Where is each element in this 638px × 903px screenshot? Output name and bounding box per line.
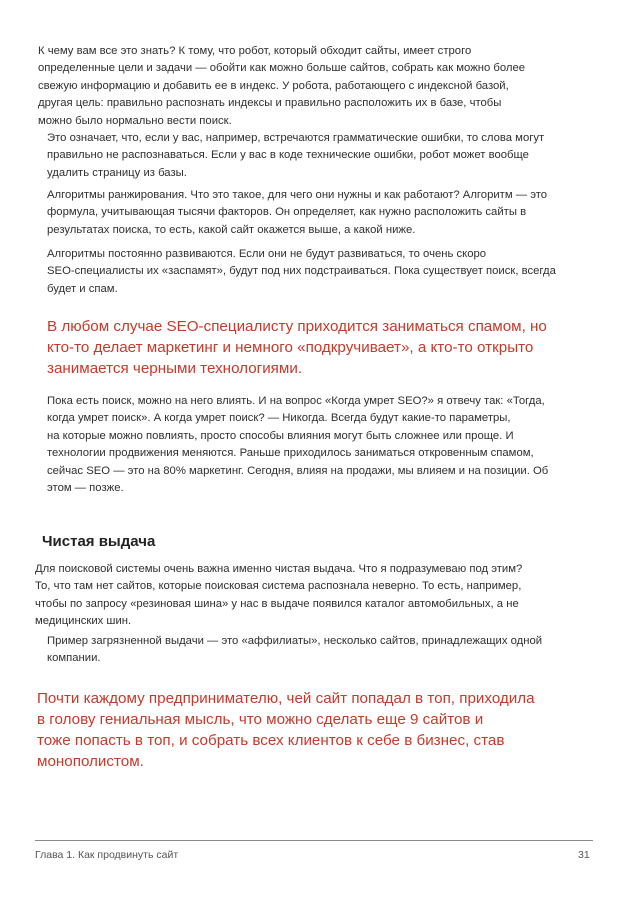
footer-divider	[35, 840, 593, 841]
section-heading: Чистая выдача	[42, 533, 156, 550]
paragraph-ranking-algorithms: Алгоритмы ранжирования. Что это такое, для чего они нужны и как работают? Алгоритм — это формула, учитывающая тысячи факторов. Он определяет, как нужно расположить сайты в результатах поиска, то есть, какой сайт окажется выше, а какой ниже.	[47, 189, 548, 236]
paragraph-algorithms-evolve: Алгоритмы постоянно развиваются. Если они не будут развиваться, то очень скоро SEO-специалисты их «заспамят», будут под них подстраиваться. Пока существует поиск, всегда будет и спам.	[47, 248, 556, 295]
paragraph-why-know: К чему вам все это знать? К тому, что робот, который обходит сайты, имеет строго определенные цели и задачи — обойти как можно больше сайтов, собрать как можно более свежую информацию и добавить ее в индекс. У робота, работающего с индексной базой, другая цель: правильно распознать индексы и правильно расположить их в базе, чтобы можно было нормально вести поиск.	[38, 45, 526, 127]
page-number: 31	[578, 849, 590, 861]
paragraph-clean-results: Для поисковой системы очень важна именно чистая выдача. Что я подразумеваю под этим? То, что там нет сайтов, которые поисковая система распознала неверно. То есть, например, чтобы по запросу «резиновая шина» у нас в выдаче появился каталог автомобильных, а не медицинских шин.	[35, 563, 523, 628]
pull-quote-monopoly: Почти каждому предпринимателю, чей сайт попадал в топ, приходила в голову гениальная мысль, что можно сделать еще 9 сайтов и тоже попасть в топ, и собрать всех клиентов к себе в бизнес, став монополистом.	[37, 690, 535, 770]
footer-chapter-title: Глава 1. Как продвинуть сайт	[35, 849, 179, 861]
paragraph-errors: Это означает, что, если у вас, например, встречаются грамматические ошибки, то слова могут правильно не распознаваться. Если у вас в коде технические ошибки, робот может вообще удалить страницу из базы.	[47, 132, 545, 179]
pull-quote-spam: В любом случае SEO-специалисту приходится заниматься спамом, но кто-то делает маркетинг и немного «подкручивает», а кто-то открыто занимается черными технологиями.	[47, 318, 547, 377]
paragraph-affiliates: Пример загрязненной выдачи — это «аффилиаты», несколько сайтов, принадлежащих одной компании.	[47, 635, 543, 665]
paragraph-search-influence: Пока есть поиск, можно на него влиять. И на вопрос «Когда умрет SEO?» я отвечу так: «Тогда, когда умрет поиск». А когда умрет поиск? — Никогда. Всегда будут какие-то параметры, на которые можно повлиять, просто способы влияния могут быть сложнее или проще. И технологии продвижения меняются. Раньше приходилось заниматься откровенным спамом, сейчас SEO — это на 80% маркетинг. Сегодня, влияя на продажи, мы влияем и на позиции. Об этом — позже.	[47, 395, 549, 495]
